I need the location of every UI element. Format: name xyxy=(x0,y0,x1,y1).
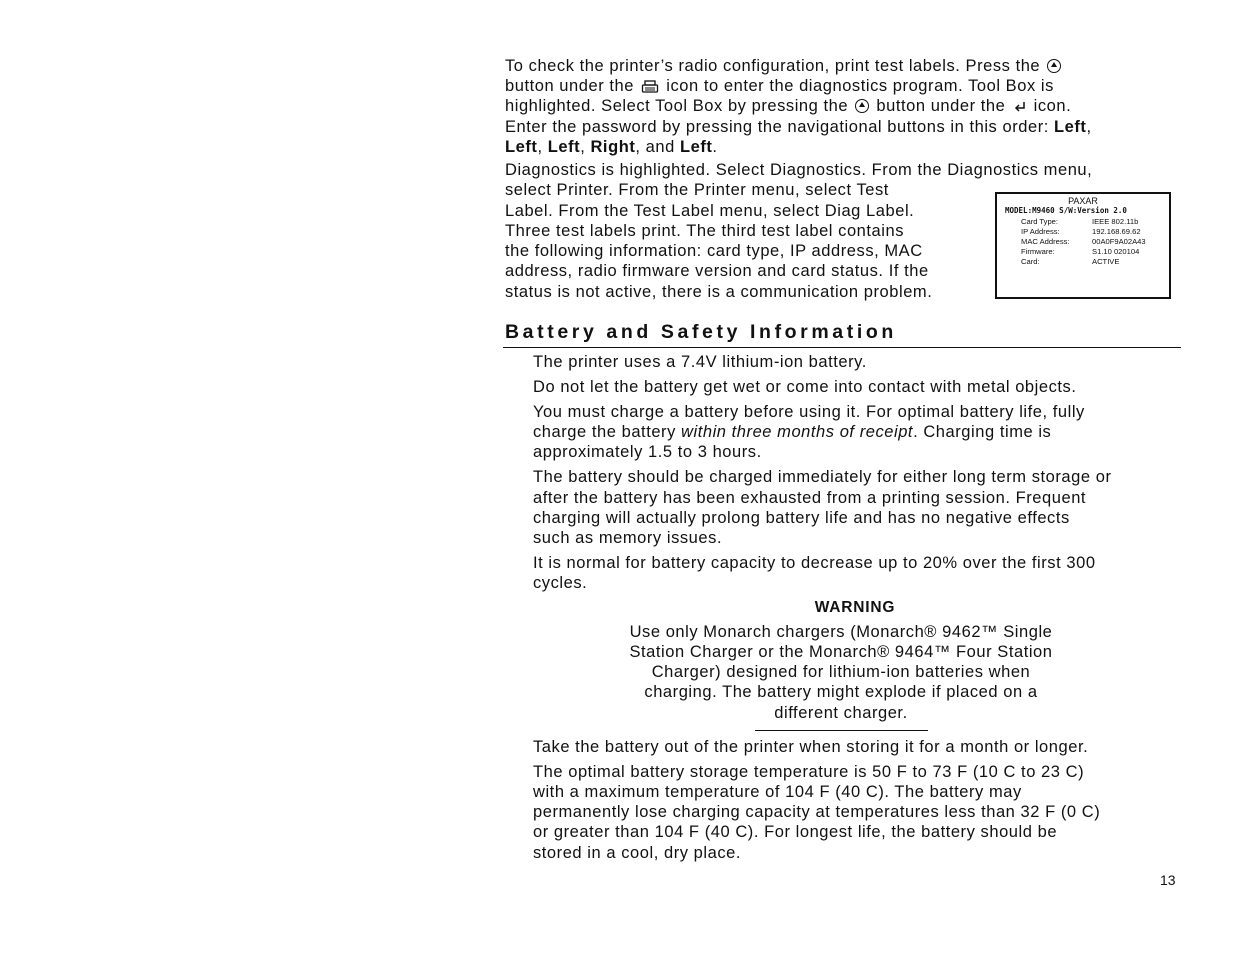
warning-line-1: Use only Monarch chargers (Monarch® 9462™ Single xyxy=(629,623,1053,641)
battery-p4-line-2: after the battery has been exhausted from a printing session. Frequent xyxy=(533,489,1087,507)
battery-p2: Do not let the battery get wet or come into contact with metal objects. xyxy=(533,378,1077,396)
battery-p3-line-2 xyxy=(533,422,1051,442)
intro-line-5: Left, Left, Right, and Left. xyxy=(505,138,718,156)
test-label-value: IEEE 802.11b xyxy=(1092,217,1139,226)
up-button-icon xyxy=(855,99,869,113)
intro-text-2a: button under the xyxy=(505,77,634,95)
heading-divider xyxy=(503,347,1181,348)
page-number: 13 xyxy=(1160,872,1176,888)
test-label-row xyxy=(1021,227,1141,236)
test-label-value: 00A0F9A02A43 xyxy=(1092,237,1146,246)
storage-p2-line-2: with a maximum temperature of 104 F (40 C). The battery may xyxy=(533,783,1022,801)
diag-line-4: Three test labels print. The third test label contains xyxy=(505,222,905,240)
warning-title: WARNING xyxy=(814,599,896,616)
section-heading: Battery and Safety Information xyxy=(505,321,897,343)
password-step-4: Right xyxy=(590,138,636,156)
password-step-2: Left xyxy=(505,138,538,156)
test-label-row xyxy=(1021,237,1146,246)
intro-line-4: Enter the password by pressing the navigational buttons in this order: Left, xyxy=(505,118,1092,136)
intro-text-3a: highlighted. Select Tool Box by pressing the xyxy=(505,97,849,115)
intro-line-3 xyxy=(505,96,1071,116)
storage-p1: Take the battery out of the printer when storing it for a month or longer. xyxy=(533,738,1089,756)
intro-line-1 xyxy=(505,56,1063,76)
test-label-key: Firmware: xyxy=(1021,247,1055,256)
up-button-icon xyxy=(1047,59,1061,73)
diag-line-1: Diagnostics is highlighted. Select Diagnostics. From the Diagnostics menu, xyxy=(505,161,1093,179)
test-label-value: 192.168.69.62 xyxy=(1092,227,1141,236)
battery-p4-line-4: such as memory issues. xyxy=(533,529,723,547)
storage-p2-line-5: stored in a cool, dry place. xyxy=(533,844,742,862)
battery-p1: The printer uses a 7.4V lithium-ion battery. xyxy=(533,353,867,371)
battery-p5-line-2: cycles. xyxy=(533,574,588,592)
warning-divider xyxy=(755,730,928,731)
battery-p3-emphasis: within three months of receipt xyxy=(681,423,914,441)
storage-p2-line-3: permanently lose charging capacity at temperatures less than 32 F (0 C) xyxy=(533,803,1101,821)
test-label-image xyxy=(995,192,1171,299)
password-step-1: Left xyxy=(1054,118,1087,136)
test-label-title: PAXAR xyxy=(1068,196,1098,206)
test-label-key: Card: xyxy=(1021,257,1040,266)
intro-text-2b: icon to enter the diagnostics program. Tool Box is xyxy=(666,77,1054,95)
diag-line-6: address, radio firmware version and card status. If the xyxy=(505,262,929,280)
battery-p4-line-3: charging will actually prolong battery life and has no negative effects xyxy=(533,509,1070,527)
test-label-row xyxy=(1021,257,1119,266)
diag-line-5: the following information: card type, IP address, MAC xyxy=(505,242,923,260)
diag-line-2: select Printer. From the Printer menu, select Test xyxy=(505,181,889,199)
battery-p5-line-1: It is normal for battery capacity to decrease up to 20% over the first 300 xyxy=(533,554,1096,572)
intro-text-3b: button under the xyxy=(876,97,1006,115)
battery-p3-text-a: charge the battery xyxy=(533,423,682,441)
storage-p2-line-4: or greater than 104 F (40 C). For longest life, the battery should be xyxy=(533,823,1058,841)
intro-text-3c: icon. xyxy=(1033,97,1072,115)
intro-line-2 xyxy=(505,76,1054,96)
diag-line-7: status is not active, there is a communication problem. xyxy=(505,283,933,301)
battery-p4-line-1: The battery should be charged immediately for either long term storage or xyxy=(533,468,1112,486)
battery-p3-line-1: You must charge a battery before using it. For optimal battery life, fully xyxy=(533,403,1085,421)
printer-icon xyxy=(641,80,659,94)
test-label-key: Card Type: xyxy=(1021,217,1059,226)
battery-p3-line-3: approximately 1.5 to 3 hours. xyxy=(533,443,762,461)
test-label-row xyxy=(1021,217,1138,226)
enter-icon xyxy=(1013,100,1027,113)
test-label-row xyxy=(1021,247,1139,256)
warning-line-2: Station Charger or the Monarch® 9464™ Four Station xyxy=(629,643,1053,661)
diag-line-3: Label. From the Test Label menu, select Diag Label. xyxy=(505,202,915,220)
password-step-3: Left xyxy=(547,138,581,156)
warning-line-4: charging. The battery might explode if placed on a xyxy=(644,683,1038,701)
intro-text-1: To check the printer’s radio configuration, print test labels. Press the xyxy=(505,57,1041,75)
test-label-key: IP Address: xyxy=(1021,227,1060,236)
intro-and: , and xyxy=(635,138,680,156)
warning-line-3: Charger) designed for lithium-ion batteries when xyxy=(651,663,1031,681)
warning-line-5: different charger. xyxy=(774,704,908,722)
intro-text-4a: Enter the password by pressing the navigational buttons in this order: xyxy=(505,118,1049,136)
test-label-value: S1.10 020104 xyxy=(1092,247,1140,256)
test-label-key: MAC Address: xyxy=(1021,237,1070,246)
battery-p3-text-c: . Charging time is xyxy=(913,423,1052,441)
password-step-5: Left xyxy=(679,138,713,156)
test-label-value: ACTIVE xyxy=(1092,257,1120,266)
storage-p2-line-1: The optimal battery storage temperature is 50 F to 73 F (10 C to 23 C) xyxy=(533,763,1085,781)
test-label-model: MODEL:M9460 S/W:Version 2.0 xyxy=(1005,206,1127,215)
